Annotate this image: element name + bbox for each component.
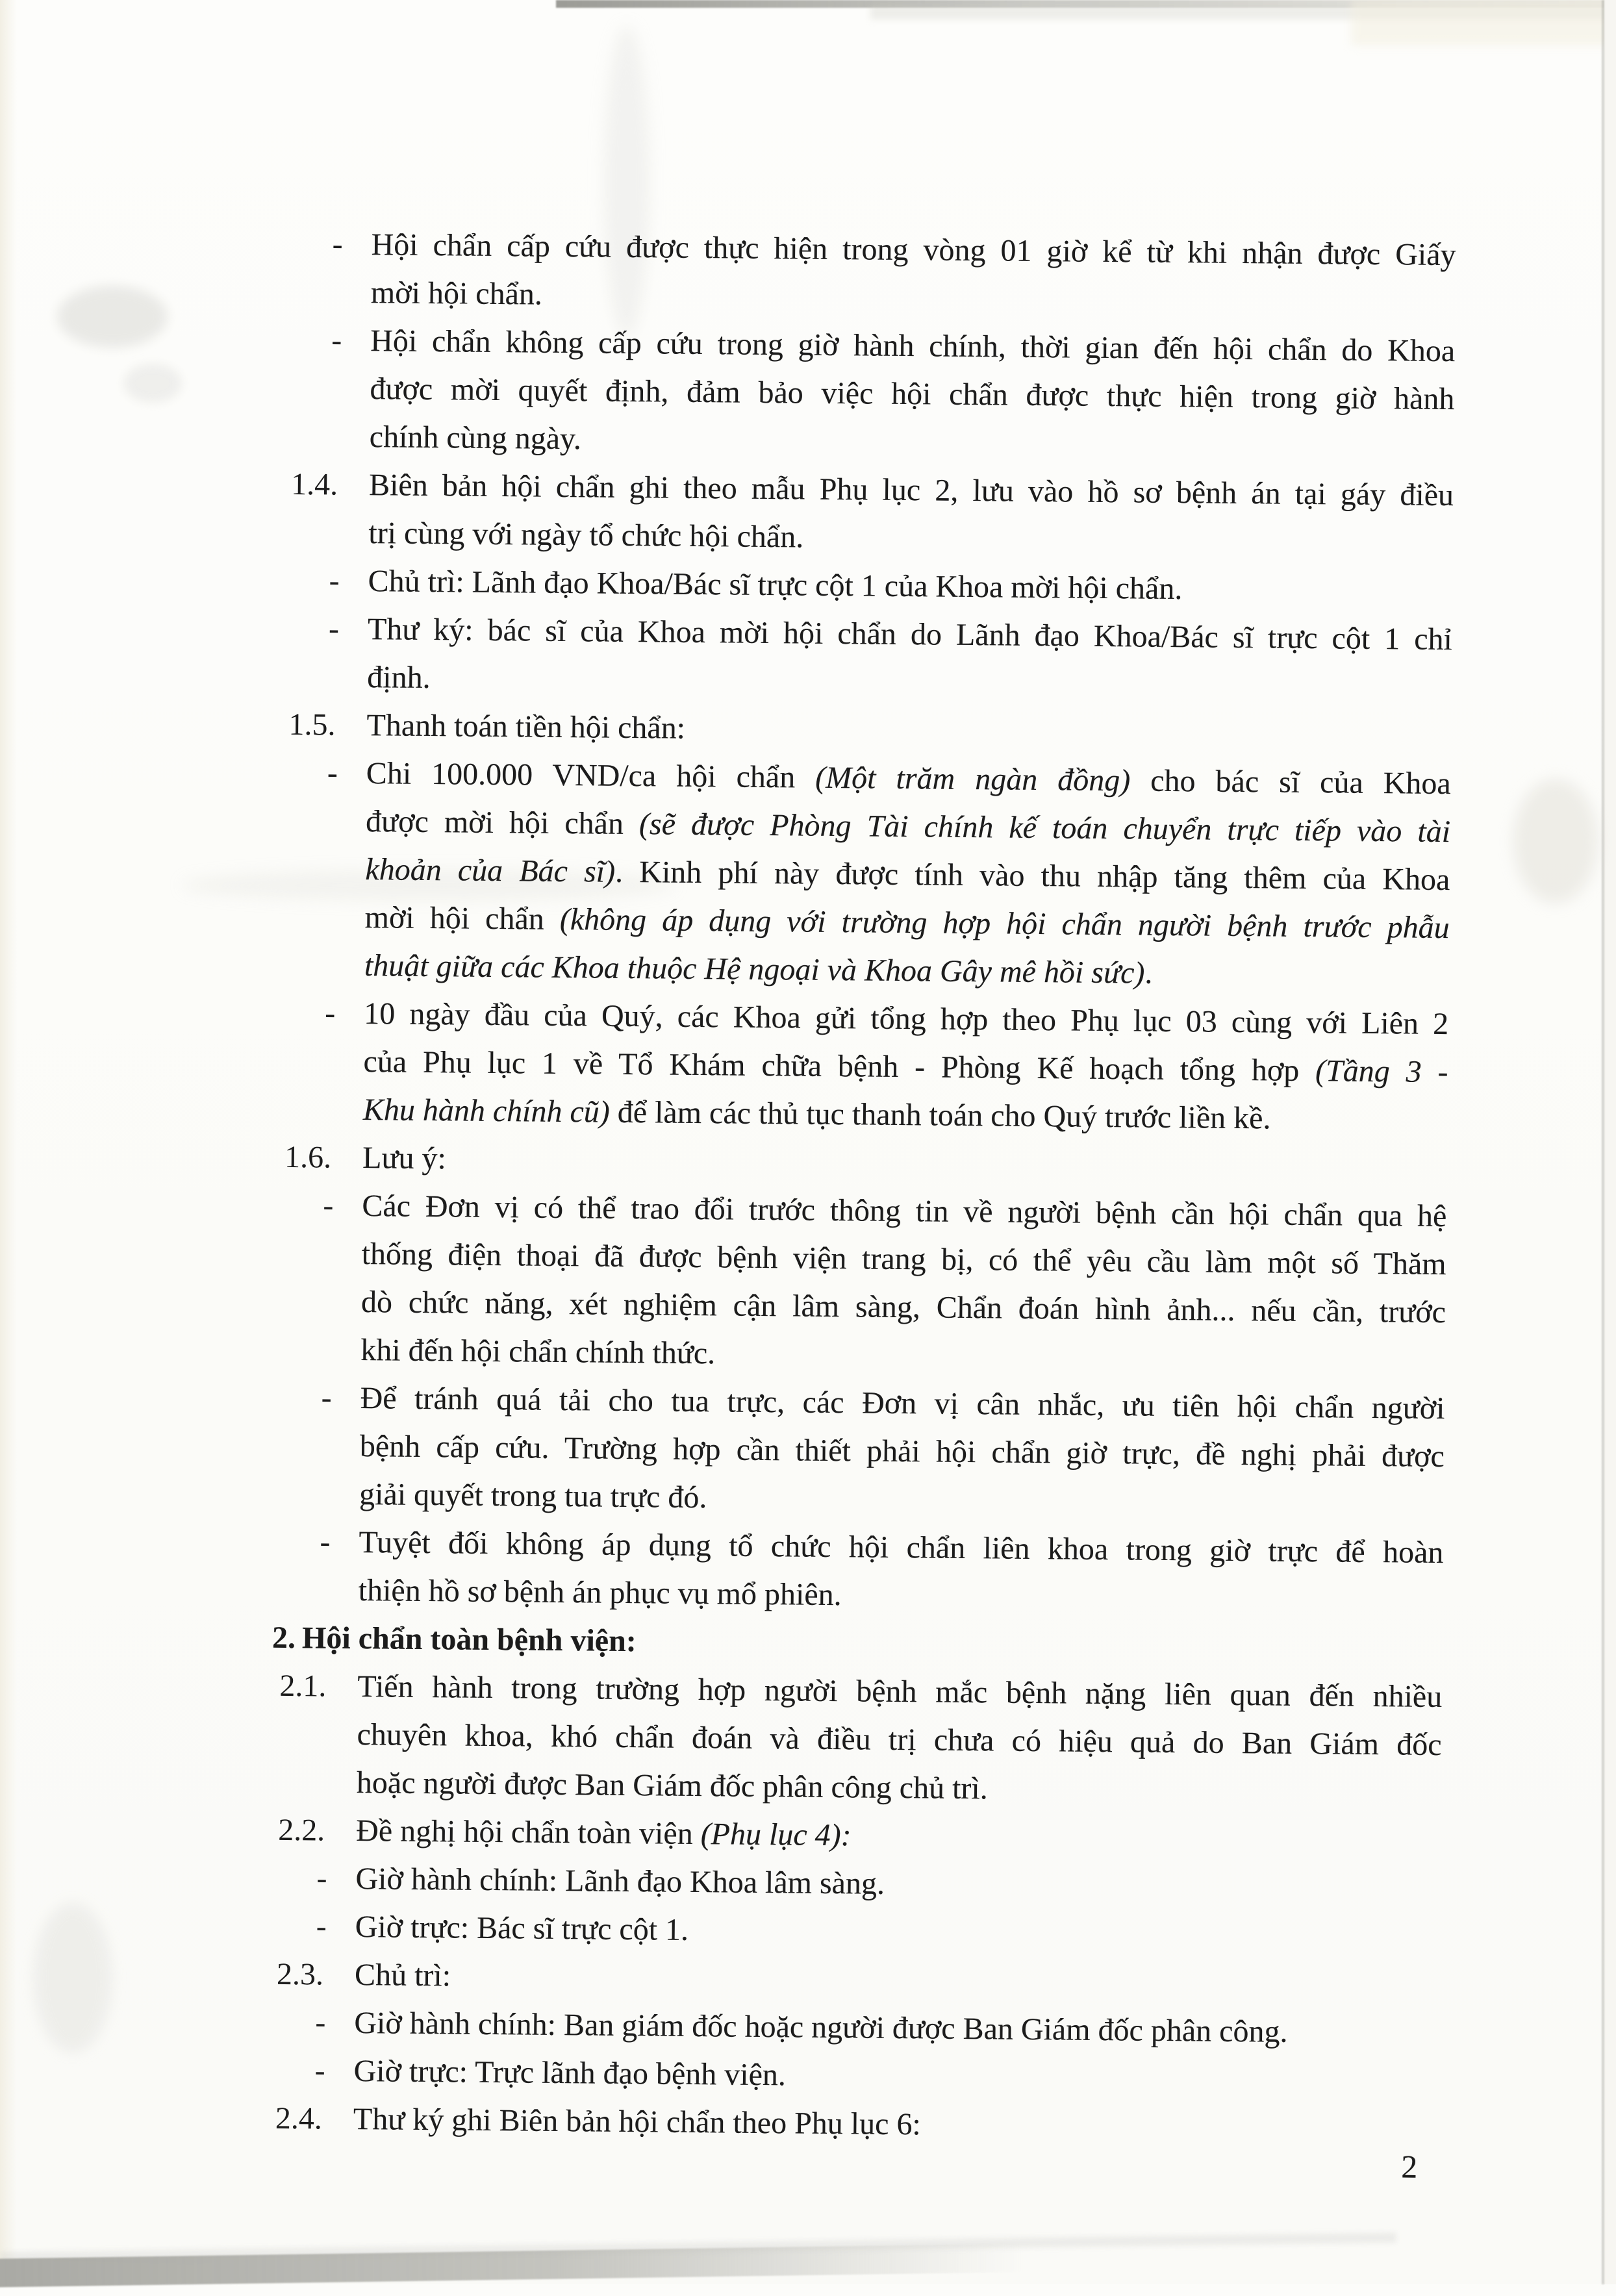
item-number: 2.1. [279,1668,327,1704]
text-segment: Hội chẩn cấp cứu được thực hiện trong vòng 01 giờ kể từ khi nhận được Giấy [371,227,1456,273]
item-number: 1.6. [284,1139,332,1175]
line-text [355,1904,1440,1960]
text-segment: cho bác sĩ của Khoa [1130,763,1452,801]
page-number: 2 [1401,2148,1418,2185]
text-segment: (không áp dụng với trường hợp hội chẩn người bệnh trước phẫu [559,902,1450,946]
text-segment: (Tầng 3 - [1315,1053,1448,1090]
line-text [360,1328,1446,1383]
text-segment: Đề nghị hội chẩn toàn viện [355,1813,701,1852]
text-segment: mời hội chẩn. [370,275,543,312]
text-segment: thiện hồ sơ bệnh án phục vụ mổ phiên. [358,1573,842,1613]
text-segment: hoặc người được Ban Giám đốc phân công chủ trì. [356,1765,989,1806]
item-number: 2.2. [277,1812,325,1848]
line-text [364,895,1450,951]
bullet-dash: - [332,227,343,262]
bullet-dash: - [323,1188,334,1223]
line-text [366,751,1451,807]
text-segment: Các Đơn vị có thể trao đổi trước thông tin về người bệnh cần hội chẩn qua hệ [362,1189,1447,1234]
text-segment: được mời quyết định, đảm bảo việc hội chẩn được thực hiện trong giờ hành [370,372,1455,417]
line-text [361,1231,1446,1287]
text-segment: mời hội chẩn [364,900,561,937]
text-segment: Hội chẩn toàn bệnh viện: [301,1621,637,1659]
line-text [361,1280,1446,1335]
bullet-dash: - [316,1861,327,1896]
text-segment: để làm các thủ tục thanh toán cho Quý trước liền kề. [609,1094,1271,1136]
text-segment: Giờ hành chính: Ban giám đốc hoặc người được Ban Giám đốc phân công. [354,2005,1288,2049]
item-number: 1.5. [288,707,336,742]
text-segment: Tiến hành trong trường hợp người bệnh mắc bệnh nặng liên quan đến nhiều [357,1669,1443,1715]
text-segment: (Phụ lục 4): [700,1817,852,1853]
line-text [366,799,1451,855]
line-text [360,1376,1445,1432]
item-number: 2.4. [275,2100,323,2136]
line-text [364,991,1449,1047]
line-text [369,414,1454,470]
item-number: 2. [271,1620,296,1656]
line-text [354,2000,1439,2056]
line-text [371,222,1456,278]
bullet-dash: - [327,755,338,790]
bullet-dash: - [328,611,340,646]
line-text [355,1856,1441,1912]
text-segment: thuật giữa các Khoa thuộc Hệ ngoại và Khoa Gây mê hồi sức) [364,948,1145,990]
text-segment: Giờ trực: Trực lãnh đạo bệnh viện. [353,2053,787,2093]
text-segment: thống điện thoại đã được bệnh viện trang bị, có thể yêu cầu làm một số Thăm [361,1237,1446,1282]
line-text [356,1808,1441,1864]
text-segment: Lưu ý: [362,1141,447,1176]
bullet-dash: - [321,1380,332,1415]
line-text [369,462,1454,518]
text-segment: định. [367,660,431,696]
text-segment: Chủ trì: [354,1957,451,1993]
text-segment: khoản của Bác sĩ) [365,852,616,889]
text-segment: chính cùng ngày. [369,420,582,457]
bullet-dash: - [316,1909,327,1944]
text-segment: Biên bản hội chẩn ghi theo mẫu Phụ lục 2, lưu vào hồ sơ bệnh án tại gáy điều [368,468,1454,513]
line-text [366,703,1452,759]
text-segment: trị cùng với ngày tổ chức hội chẩn. [368,516,804,555]
text-segment: Chi 100.000 VND/ca hội chẩn [366,756,816,795]
line-text [362,1135,1448,1191]
text-segment: . [1144,955,1153,990]
line-text [365,847,1450,903]
text-segment: . Kinh phí này được tính vào thu nhập tăng thêm của Khoa [614,854,1450,898]
bullet-dash: - [331,323,342,358]
text-segment: Giờ trực: Bác sĩ trực cột 1. [355,1909,689,1947]
line-text [360,1424,1445,1480]
line-text [371,270,1456,326]
text-segment: Để tránh quá tải cho tua trực, các Đơn vị cân nhắc, ưu tiên hội chẩn người [360,1381,1445,1426]
text-segment: dò chức năng, xét nghiệm cận lâm sàng, Chẩn đoán hình ảnh... nếu cần, trước [360,1285,1446,1330]
line-text [368,559,1453,614]
text-segment: giải quyết trong tua trực đó. [359,1477,707,1515]
text-segment: được mời hội chẩn [365,804,640,842]
line-text [362,1183,1447,1239]
line-text [363,1087,1448,1143]
text-segment: 10 ngày đầu của Quý, các Khoa gửi tổng hợp theo Phụ lục 03 cùng với Liên 2 [364,996,1449,1042]
line-text [357,1664,1443,1720]
bullet-dash: - [315,2005,326,2040]
line-text [370,318,1456,374]
line-text [353,2049,1439,2104]
text-segment: Giờ hành chính: Lãnh đạo Khoa lâm sàng. [355,1861,885,1901]
line-text [357,1712,1442,1768]
text-segment: (Một trăm ngàn đồng) [814,760,1131,798]
line-text [367,655,1452,711]
line-text [358,1568,1443,1624]
item-number: 1.4. [290,466,338,502]
bullet-dash: - [314,2053,325,2088]
text-segment: Thanh toán tiền hội chẩn: [366,708,686,746]
line-text [363,1039,1448,1095]
text-segment: khi đến hội chẩn chính thức. [360,1333,716,1371]
line-text [359,1520,1444,1576]
text-segment: Chủ trì: Lãnh đạo Khoa/Bác sĩ trực cột 1 của Khoa mời hội chẩn. [368,564,1183,607]
item-number: 2.3. [276,1956,324,1992]
text-segment: Thư ký ghi Biên bản hội chẩn theo Phụ lục 6: [353,2101,922,2142]
line-text [353,2097,1439,2152]
bullet-dash: - [320,1524,331,1559]
document-body [2,0,1616,2142]
bullet-dash: - [329,563,340,598]
line-text [364,943,1450,999]
line-text [359,1472,1445,1528]
line-text [370,366,1455,422]
line-text [302,1615,637,1664]
line-text [355,1952,1440,2008]
text-segment: Tuyệt đối không áp dụng tổ chức hội chẩn liên khoa trong giờ trực để hoàn [359,1525,1444,1571]
line-text [368,607,1453,662]
line-text [357,1760,1442,1816]
text-segment: chuyên khoa, khó chẩn đoán và điều trị chưa có hiệu quả do Ban Giám đốc [357,1717,1442,1763]
bullet-dash: - [325,996,336,1031]
text-segment: Thư ký: bác sĩ của Khoa mời hội chẩn do Lãnh đạo Khoa/Bác sĩ trực cột 1 chỉ [367,612,1453,657]
text-segment: bệnh cấp cứu. Trường hợp cần thiết phải hội chẩn giờ trực, đề nghị phải được [359,1429,1445,1474]
text-segment: Khu hành chính cũ) [362,1092,611,1129]
line-text [368,511,1454,566]
text-segment: của Phụ lục 1 về Tổ Khám chữa bệnh - Phòng Kế hoạch tổng hợp [363,1044,1316,1089]
text-segment: Hội chẩn không cấp cứu trong giờ hành chính, thời gian đến hội chẩn do Khoa [370,323,1456,369]
text-segment: (sẽ được Phòng Tài chính kế toán chuyển trực tiếp vào tài [638,807,1451,850]
